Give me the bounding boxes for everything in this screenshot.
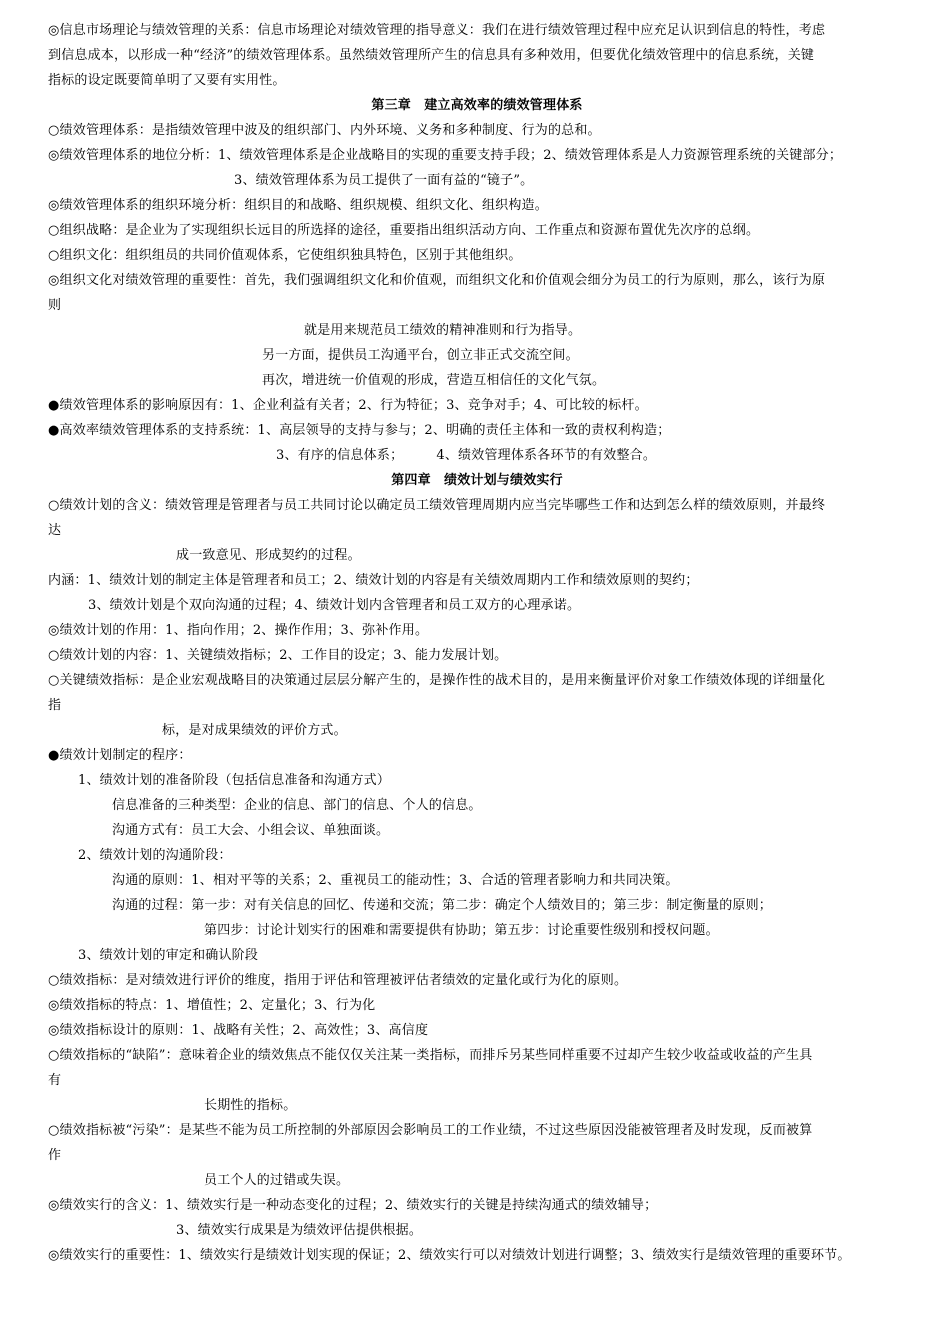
chapter-heading: 第三章 建立高效率的绩效管理体系 [371,98,583,113]
text-line: 指 [48,698,62,713]
text-line: ◎信息市场理论与绩效管理的关系：信息市场理论对绩效管理的指导意义：我们在进行绩效管理过程中应充足认识到信息的特性，考虑 [48,23,826,38]
text-line: ◎绩效管理体系的地位分析：1、绩效管理体系是企业战略目的实现的重要支持手段；2、绩效管理体系是人力资源管理系统的关键部分； [48,148,843,163]
text-line: 沟通方式有：员工大会、小组会议、单独面谈。 [112,823,390,838]
text-line: 员工个人的过错或失误。 [204,1173,350,1188]
text-line: ○关键绩效指标：是企业宏观战略目的决策通过层层分解产生的，是操作性的战术目的，是用来衡量评价对象工作绩效体现的详细量化 [48,673,826,688]
text-line: ○绩效管理体系：是指绩效管理中波及的组织部门、内外环境、义务和多种制度、行为的总和。 [48,123,601,138]
text-line: 信息准备的三种类型：企业的信息、部门的信息、个人的信息。 [112,798,482,813]
text-line: ○绩效指标的“缺陷”：意味着企业的绩效焦点不能仅仅关注某一类指标，而排斥另某些同样重要不过却产生较少收益或收益的产生具 [48,1048,813,1063]
text-line: 达 [48,523,62,538]
text-line: 沟通的原则：1、相对平等的关系；2、重视员工的能动性；3、合适的管理者影响力和共同决策。 [112,873,679,888]
text-line: ◎绩效实行的含义：1、绩效实行是一种动态变化的过程；2、绩效实行的关键是持续沟通式的绩效辅导； [48,1198,658,1213]
text-line: ◎绩效指标设计的原则：1、战略有关性；2、高效性；3、高信度 [48,1023,429,1038]
text-line: ◎绩效管理体系的组织环境分析：组织目的和战略、组织规模、组织文化、组织构造。 [48,198,548,213]
text-line: 3、绩效计划的审定和确认阶段 [78,948,259,963]
text-line: ○组织文化：组织组员的共同价值观体系，它使组织独具特色，区别于其他组织。 [48,248,522,263]
text-line: 内涵：1、绩效计划的制定主体是管理者和员工；2、绩效计划的内容是有关绩效周期内工作和绩效原则的契约； [48,573,699,588]
text-line: ○组织战略：是企业为了实现组织长远目的所选择的途径，重要指出组织活动方向、工作重点和资源布置优先次序的总纲。 [48,223,760,238]
text-line: ○绩效指标被“污染”：是某些不能为员工所控制的外部原因会影响员工的工作业绩，不过这些原因没能被管理者及时发现，反而被算 [48,1123,813,1138]
text-line: 第四步：讨论计划实行的困难和需要提供有协助；第五步：讨论重要性级别和授权问题。 [204,923,719,938]
text-line: 3、绩效计划是个双向沟通的过程；4、绩效计划内含管理者和员工双方的心理承诺。 [88,598,581,613]
text-line: ◎组织文化对绩效管理的重要性：首先，我们强调组织文化和价值观，而组织文化和价值观会细分为员工的行为原则，那么，该行为原 [48,273,826,288]
chapter-heading: 第四章 绩效计划与绩效实行 [391,473,563,488]
text-line: 指标的设定既要简单明了又要有实用性。 [48,73,286,88]
text-line: 就是用来规范员工绩效的精神准则和行为指导。 [304,323,582,338]
text-line: 3、有序的信息体系； 4、绩效管理体系各环节的有效整合。 [276,448,657,463]
text-line: 再次，增进统一价值观的形成，营造互相信任的文化气氛。 [262,373,606,388]
text-line: ○绩效计划的含义：绩效管理是管理者与员工共同讨论以确定员工绩效管理周期内应当完毕哪些工作和达到怎么样的绩效原则，并最终 [48,498,826,513]
text-line: 3、绩效实行成果是为绩效评估提供根据。 [176,1223,423,1238]
text-line: 标，是对成果绩效的评价方式。 [162,723,347,738]
text-line: 1、绩效计划的准备阶段（包括信息准备和沟通方式） [78,773,391,788]
text-line: 3、绩效管理体系为员工提供了一面有益的“镜子”。 [234,173,534,188]
text-line: 另一方面，提供员工沟通平台，创立非正式交流空间。 [262,348,579,363]
text-line: 到信息成本，以形成一种“经济”的绩效管理体系。虽然绩效管理所产生的信息具有多种效用，但要优化绩效管理中的信息系统，关键 [48,48,815,63]
text-line: 有 [48,1073,62,1088]
text-line: ●绩效计划制定的程序： [48,748,192,763]
text-line: 沟通的过程：第一步：对有关信息的回忆、传递和交流；第二步：确定个人绩效目的；第三步：制定衡量的原则； [112,898,773,913]
text-line: 长期性的指标。 [204,1098,297,1113]
text-line: 作 [48,1148,62,1163]
text-line: ●高效率绩效管理体系的支持系统：1、高层领导的支持与参与；2、明确的责任主体和一致的责权利构造； [48,423,671,438]
text-line: ◎绩效指标的特点：1、增值性；2、定量化；3、行为化 [48,998,376,1013]
text-line: ○绩效计划的内容：1、关键绩效指标；2、工作目的设定；3、能力发展计划。 [48,648,508,663]
text-line: ◎绩效实行的重要性：1、绩效实行是绩效计划实现的保证；2、绩效实行可以对绩效计划进行调整；3、绩效实行是绩效管理的重要环节。 [48,1248,851,1263]
text-line: 2、绩效计划的沟通阶段： [78,848,232,863]
text-line: ○绩效指标：是对绩效进行评价的维度，指用于评估和管理被评估者绩效的定量化或行为化的原则。 [48,973,628,988]
text-line: ◎绩效计划的作用：1、指向作用；2、操作作用；3、弥补作用。 [48,623,429,638]
text-line: 则 [48,298,62,313]
text-line: 成一致意见、形成契约的过程。 [176,548,361,563]
text-line: ●绩效管理体系的影响原因有：1、企业利益有关者；2、行为特征；3、竞争对手；4、可比较的标杆。 [48,398,648,413]
